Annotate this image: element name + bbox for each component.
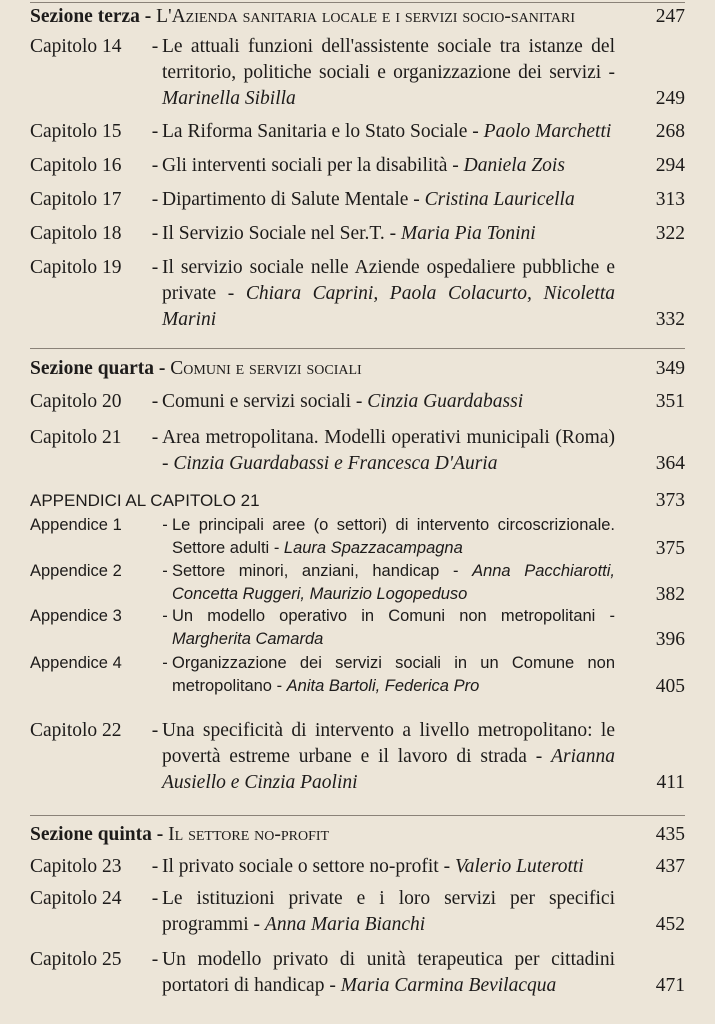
toc-entry-cap23: Capitolo 23 - Il privato sociale o settore no-profit - Valerio Luterotti 437: [30, 854, 685, 880]
section-label: Sezione quinta: [30, 824, 152, 845]
section-terza: Sezione terza - L'Azienda sanitaria locale e i servizi socio-sanitari 247: [30, 4, 685, 30]
entry-author: Cinzia Guardabassi e Francesca D'Auria: [173, 453, 498, 474]
page-number: 349: [655, 358, 685, 379]
entry-title: Le attuali funzioni dell'assistente sociale tra istanze del territorio, politiche sociali e organizzazione dei servizi: [162, 36, 615, 83]
section-title: Comuni e servizi sociali: [170, 358, 362, 379]
entry-author: Daniela Zois: [463, 155, 565, 176]
section-rule: [30, 348, 685, 349]
entry-body: Gli interventi sociali per la disabilità - Daniela Zois: [162, 155, 565, 176]
page-number: 332: [655, 309, 685, 330]
entry-title: Settore minori, anziani, handicap: [172, 562, 440, 580]
entry-body: Dipartimento di Salute Mentale - Cristina Lauricella: [162, 189, 575, 210]
entry-author: Anna Pacchiarotti, Concetta Ruggeri, Maurizio Logopeduso: [172, 562, 615, 603]
entry-body: Il Servizio Sociale nel Ser.T. - Maria Pia Tonini: [162, 223, 536, 244]
toc-entry-cap18: Capitolo 18 - Il Servizio Sociale nel Ser.T. - Maria Pia Tonini 322: [30, 221, 685, 247]
entry-title: Il privato sociale o settore no-profit: [162, 856, 439, 877]
entry-author: Valerio Luterotti: [454, 856, 584, 877]
toc-entry-cap16: Capitolo 16 - Gli interventi sociali per la disabilità - Daniela Zois 294: [30, 153, 685, 179]
page-number: 249: [655, 88, 685, 109]
entry-author: Chiara Caprini, Paola Colacurto, Nicoletta Marini: [162, 283, 615, 330]
page-number: 373: [655, 490, 685, 511]
toc-entry-cap22: Capitolo 22 - Una specificità di intervento a livello metropolitano: le povertà estreme urbane e il lavoro di strada - Arianna Ausiello e Cinzia Paolini 411: [30, 718, 685, 796]
page-number: 375: [655, 538, 685, 559]
entry-author: Paolo Marchetti: [483, 121, 612, 142]
toc-entry-app3: Appendice 3 - Un modello operativo in Comuni non metropolitani - Margherita Camarda 396: [30, 607, 685, 650]
section-title: Il settore no-profit: [168, 824, 330, 845]
section-label: Sezione terza: [30, 6, 140, 27]
toc-entry-app2: Appendice 2 - Settore minori, anziani, handicap - Anna Pacchiarotti, Concetta Ruggeri, Maurizio Logopeduso 382: [30, 562, 685, 605]
toc-entry-app1: Appendice 1 - Le principali aree (o settori) di intervento circoscrizionale. Settore adulti - Laura Spazzacampagna 375: [30, 516, 685, 559]
entry-author: Anita Bartoli, Federica Pro: [286, 677, 480, 695]
entry-title: Una specificità di intervento a livello metropolitano: le povertà estreme urbane e il lavoro di strada: [162, 720, 615, 767]
page-number: 437: [655, 856, 685, 877]
entry-author: Maria Pia Tonini: [401, 223, 536, 244]
page-number: 351: [655, 391, 685, 412]
entry-title: Il servizio sociale nelle Aziende ospedaliere pubbliche e private: [162, 257, 615, 304]
entry-label: Capitolo 25: [30, 949, 122, 970]
toc-entry-app4: Appendice 4 - Organizzazione dei servizi sociali in un Comune non metropolitano - Anita Bartoli, Federica Pro 405: [30, 654, 685, 697]
entry-label: Capitolo 16: [30, 155, 122, 176]
page-number: 471: [655, 975, 685, 996]
entry-title: Comuni e servizi sociali: [162, 391, 352, 412]
entry-author: Marinella Sibilla: [162, 88, 296, 109]
entry-body: Un modello privato di unità terapeutica per cittadini portatori di handicap - Maria Carmina Bevilacqua: [162, 949, 615, 996]
entry-author: Cinzia Guardabassi: [367, 391, 524, 412]
page-number: 247: [655, 6, 685, 27]
entry-author: Anna Maria Bianchi: [264, 914, 426, 935]
entry-body: Organizzazione dei servizi sociali in un Comune non metropolitano - Anita Bartoli, Federica Pro: [172, 654, 615, 695]
entry-body: Una specificità di intervento a livello metropolitano: le povertà estreme urbane e il lavoro di strada - Arianna Ausiello e Cinzia Paolini: [162, 720, 615, 793]
entry-body: Un modello operativo in Comuni non metropolitani - Margherita Camarda: [172, 607, 615, 648]
page-number: 382: [655, 584, 685, 605]
entry-title: Le principali aree (o settori) di intervento circoscrizionale. Settore adulti: [172, 516, 615, 557]
page-number: 268: [655, 121, 685, 142]
entry-label: Capitolo 15: [30, 121, 122, 142]
entry-label: Appendice 3: [30, 607, 122, 625]
entry-title: Gli interventi sociali per la disabilità: [162, 155, 448, 176]
toc-entry-cap25: Capitolo 25 - Un modello privato di unità terapeutica per cittadini portatori di handicap - Maria Carmina Bevilacqua 471: [30, 947, 685, 999]
top-rule: [30, 2, 685, 3]
section-title: L'Azienda sanitaria locale e i servizi socio-sanitari: [156, 6, 576, 27]
page-number: 411: [656, 772, 685, 793]
entry-label: Capitolo 14: [30, 36, 122, 57]
entry-body: Settore minori, anziani, handicap - Anna Pacchiarotti, Concetta Ruggeri, Maurizio Logopeduso: [172, 562, 615, 603]
entry-title: Un modello privato di unità terapeutica per cittadini portatori di handicap: [162, 949, 615, 996]
page-number: 364: [655, 453, 685, 474]
page-number: 405: [655, 676, 685, 697]
page-number: 313: [655, 189, 685, 210]
entry-label: Capitolo 18: [30, 223, 122, 244]
entry-title: Dipartimento di Salute Mentale: [162, 189, 409, 210]
entry-author: Cristina Lauricella: [424, 189, 575, 210]
entry-label: Capitolo 19: [30, 257, 122, 278]
entry-body: Area metropolitana. Modelli operativi municipali (Roma) - Cinzia Guardabassi e Francesca D'Auria: [162, 427, 615, 474]
entry-author: Maria Carmina Bevilacqua: [340, 975, 557, 996]
entry-title: Area metropolitana. Modelli operativi municipali (Roma): [162, 427, 615, 448]
entry-label: Capitolo 22: [30, 720, 122, 741]
toc-entry-cap24: Capitolo 24 - Le istituzioni private e i loro servizi per specifici programmi - Anna Maria Bianchi 452: [30, 886, 685, 938]
entry-author: Arianna Ausiello e Cinzia Paolini: [162, 746, 615, 793]
entry-body: Le principali aree (o settori) di intervento circoscrizionale. Settore adulti - Laura Spazzacampagna: [172, 516, 615, 557]
page-number: 435: [655, 824, 685, 845]
entry-body: Le attuali funzioni dell'assistente sociale tra istanze del territorio, politiche sociali e organizzazione dei servizi - Marinella Sibilla: [162, 36, 615, 109]
entry-label: Capitolo 17: [30, 189, 122, 210]
section-quarta: Sezione quarta - Comuni e servizi sociali 349: [30, 356, 685, 382]
toc-entry-cap19: Capitolo 19 - Il servizio sociale nelle Aziende ospedaliere pubbliche e private - Chiara Caprini, Paola Colacurto, Nicoletta Marini 332: [30, 255, 685, 333]
appendici-title: APPENDICI AL CAPITOLO 21: [30, 491, 260, 510]
entry-author: Laura Spazzacampagna: [283, 539, 463, 557]
page-number: 452: [655, 914, 685, 935]
entry-body: Il privato sociale o settore no-profit - Valerio Luterotti: [162, 856, 584, 877]
entry-title: La Riforma Sanitaria e lo Stato Sociale: [162, 121, 468, 142]
section-quinta: Sezione quinta - Il settore no-profit 435: [30, 822, 685, 848]
page-number: 322: [655, 223, 685, 244]
page-number: 396: [655, 629, 685, 650]
entry-title: Organizzazione dei servizi sociali in un Comune non metropolitano: [172, 654, 615, 695]
entry-label: Capitolo 23: [30, 856, 122, 877]
entry-body: La Riforma Sanitaria e lo Stato Sociale - Paolo Marchetti: [162, 121, 612, 142]
toc-entry-cap17: Capitolo 17 - Dipartimento di Salute Mentale - Cristina Lauricella 313: [30, 187, 685, 213]
entry-title: Un modello operativo in Comuni non metropolitani: [172, 607, 596, 625]
entry-label: Appendice 2: [30, 562, 122, 580]
entry-label: Appendice 4: [30, 654, 122, 672]
section-rule: [30, 815, 685, 816]
toc-entry-cap20: Capitolo 20 - Comuni e servizi sociali - Cinzia Guardabassi 351: [30, 389, 685, 415]
entry-author: Margherita Camarda: [172, 630, 324, 648]
entry-title: Il Servizio Sociale nel Ser.T.: [162, 223, 385, 244]
page-number: 294: [655, 155, 685, 176]
entry-body: Le istituzioni private e i loro servizi per specifici programmi - Anna Maria Bianchi: [162, 888, 615, 935]
entry-title: Le istituzioni private e i loro servizi per specifici programmi: [162, 888, 615, 935]
entry-label: Capitolo 20: [30, 391, 122, 412]
entry-body: Il servizio sociale nelle Aziende ospedaliere pubbliche e private - Chiara Caprini, Paola Colacurto, Nicoletta Marini: [162, 257, 615, 330]
toc-entry-cap14: Capitolo 14 - Le attuali funzioni dell'assistente sociale tra istanze del territorio, politiche sociali e organizzazione dei servizi - Marinella Sibilla 249: [30, 34, 685, 112]
section-label: Sezione quarta: [30, 358, 155, 379]
appendici-heading: [30, 488, 685, 514]
entry-body: Comuni e servizi sociali - Cinzia Guardabassi: [162, 391, 524, 412]
entry-label: Capitolo 21: [30, 427, 122, 448]
toc-entry-cap15: Capitolo 15 - La Riforma Sanitaria e lo Stato Sociale - Paolo Marchetti 268: [30, 119, 685, 145]
entry-label: Capitolo 24: [30, 888, 122, 909]
toc-entry-cap21: Capitolo 21 - Area metropolitana. Modelli operativi municipali (Roma) - Cinzia Guardabassi e Francesca D'Auria 364: [30, 425, 685, 477]
entry-label: Appendice 1: [30, 516, 122, 534]
